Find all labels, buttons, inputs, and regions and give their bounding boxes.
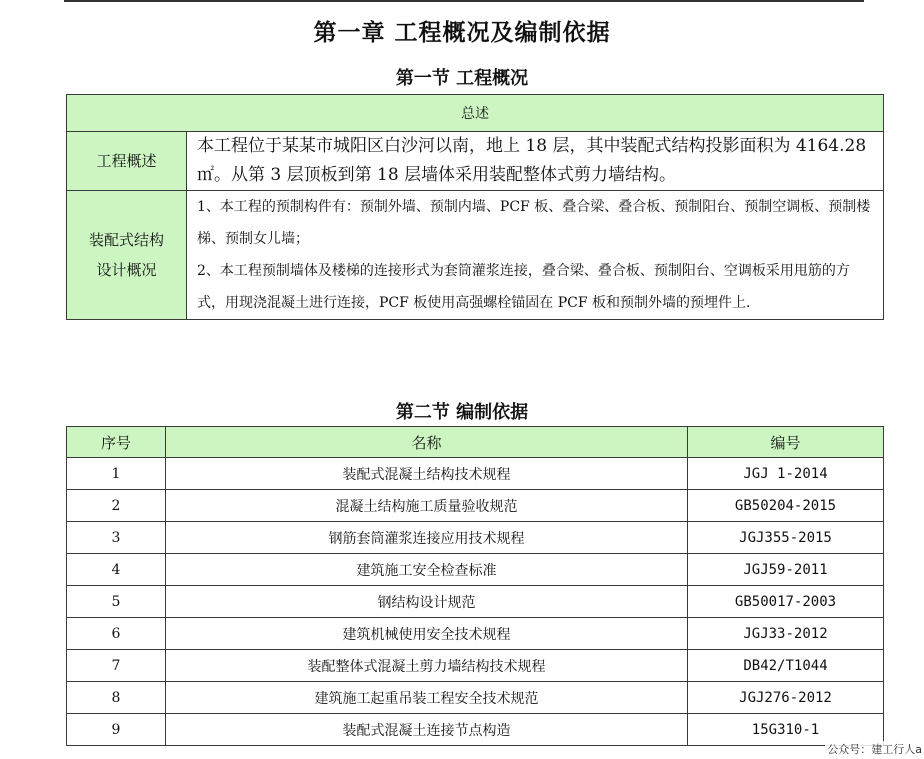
table-row xyxy=(67,586,884,618)
row-name: 建筑机械使用安全技术规程 xyxy=(166,618,688,650)
row-code: JGJ33-2012 xyxy=(688,618,884,650)
row-name: 钢筋套筒灌浆连接应用技术规程 xyxy=(166,522,688,554)
row-index: 4 xyxy=(67,554,166,586)
overview-table xyxy=(66,94,884,320)
table-row xyxy=(67,522,884,554)
row-name: 混凝土结构施工质量验收规范 xyxy=(166,490,688,522)
watermark-text: 公众号：建工行人a xyxy=(827,743,922,756)
row-index: 7 xyxy=(67,650,166,682)
prefab-design-text xyxy=(187,191,884,320)
row-name: 装配式混凝土结构技术规程 xyxy=(166,458,688,490)
table-row xyxy=(67,682,884,714)
col-header-code: 编号 xyxy=(688,427,884,458)
section1-title: 第一节 工程概况 xyxy=(395,68,529,89)
row-index: 5 xyxy=(67,586,166,618)
prefab-design-text-body: 1、本工程的预制构件有：预制外墙、预制内墙、PCF 板、叠合梁、叠合板、预制阳台、预制空调板、预制楼梯、预制女儿墙； 2、本工程预制墙体及楼梯的连接形式为套筒灌浆连接，叠合梁、叠合板、预制阳台、空调板采用甩筋的方式，用现浇混凝土进行连接，PCF 板使用高强螺栓锚固在 PCF 板和预制外墙的预埋件上. xyxy=(197,199,871,311)
row-code: 15G310-1 xyxy=(688,714,884,746)
row-index: 2 xyxy=(67,490,166,522)
row-code: DB42/T1044 xyxy=(688,650,884,682)
col-header-name: 名称 xyxy=(166,427,688,458)
row-code: GB50017-2003 xyxy=(688,586,884,618)
row-index: 9 xyxy=(67,714,166,746)
row-name: 建筑施工安全检查标准 xyxy=(166,554,688,586)
table-row xyxy=(67,714,884,746)
table-row xyxy=(67,554,884,586)
row-code: JGJ 1-2014 xyxy=(688,458,884,490)
row-index: 8 xyxy=(67,682,166,714)
overview-label: 工程概述 xyxy=(67,132,187,191)
prefab-design-label-line2: 设计概况 xyxy=(96,261,157,279)
row-code: JGJ276-2012 xyxy=(688,682,884,714)
row-index: 6 xyxy=(67,618,166,650)
col-header-index: 序号 xyxy=(67,427,166,458)
overview-text: 本工程位于某某市城阳区白沙河以南，地上 18 层，其中装配式结构投影面积为 4164.28㎡。从第 3 层顶板到第 18 层墙体采用装配整体式剪力墙结构。 xyxy=(187,132,884,191)
chapter-title: 第一章 工程概况及编制依据 xyxy=(313,20,611,46)
row-code: JGJ59-2011 xyxy=(688,554,884,586)
prefab-design-label xyxy=(67,191,187,320)
table-row xyxy=(67,490,884,522)
row-index: 3 xyxy=(67,522,166,554)
row-index: 1 xyxy=(67,458,166,490)
row-code: GB50204-2015 xyxy=(688,490,884,522)
basis-table xyxy=(66,426,884,746)
row-name: 装配式混凝土连接节点构造 xyxy=(166,714,688,746)
overview-table-header: 总述 xyxy=(67,95,884,132)
table-row xyxy=(67,650,884,682)
row-name: 装配整体式混凝土剪力墙结构技术规程 xyxy=(166,650,688,682)
section2-title: 第二节 编制依据 xyxy=(395,402,529,423)
top-rule xyxy=(64,0,864,2)
table-row xyxy=(67,618,884,650)
row-code: JGJ355-2015 xyxy=(688,522,884,554)
row-name: 建筑施工起重吊装工程安全技术规范 xyxy=(166,682,688,714)
table-row xyxy=(67,458,884,490)
prefab-design-label-line1: 装配式结构 xyxy=(88,231,164,249)
row-name: 钢结构设计规范 xyxy=(166,586,688,618)
